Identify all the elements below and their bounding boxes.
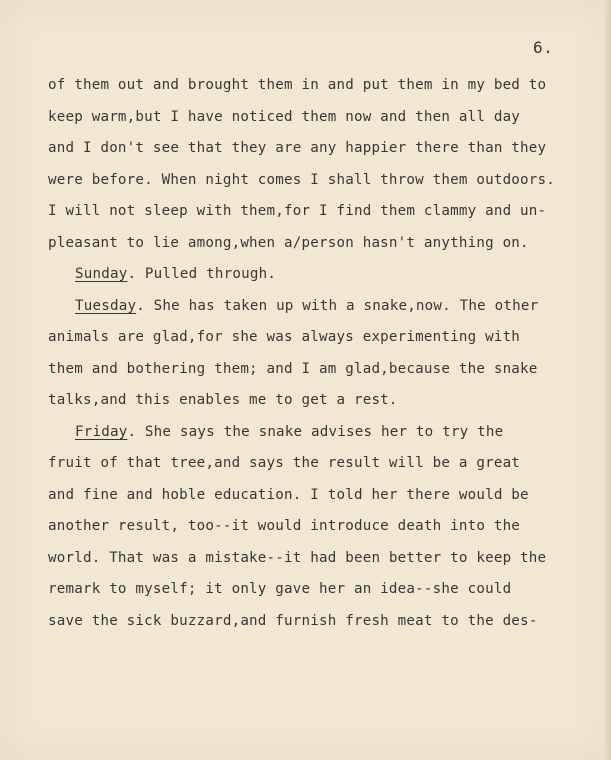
tuesday-heading: Tuesday [75,297,137,314]
tuesday-entry [48,293,588,325]
friday-heading: Friday [75,423,128,440]
friday-text: . She says the snake advises her to try the [127,423,504,440]
text-line: were before. When night comes I shall throw them outdoors. [48,171,556,188]
text-line: world. That was a mistake--it had been better to keep the [48,549,547,566]
text-line: fruit of that tree,and says the result will be a great [48,455,521,471]
text-line: pleasant to lie among,when a/person hasn't anything on. [48,234,529,251]
tuesday-text: . She has taken up with a snake,now. The other [136,297,539,314]
text-line: keep warm,but I have noticed them now and then all day [48,108,521,125]
manuscript-text [48,72,588,639]
sunday-text: . Pulled through. [127,266,277,282]
friday-entry [48,419,588,451]
text-line: save the sick buzzard,and furnish fresh meat to the des- [48,612,538,629]
text-line: another result, too--it would introduce death into the [48,518,521,534]
text-line: them and bothering them; and I am glad,because the snake [48,360,538,377]
sunday-heading: Sunday [75,266,128,282]
text-line: I will not sleep with them,for I find them clammy and un- [48,203,547,219]
text-line: animals are glad,for she was always experimenting with [48,329,521,345]
text-line: and fine and hoble education. I told her there would be [48,486,529,503]
text-line: of them out and brought them in and put them in my bed to [48,77,547,93]
text-line: and I don't see that they are any happier there than they [48,140,547,156]
page-number: 6. [533,38,554,57]
text-line: talks,and this enables me to get a rest. [48,392,398,408]
page-edge [604,0,611,760]
text-line: remark to myself; it only gave her an idea--she could [48,581,512,597]
sunday-entry [48,261,588,293]
